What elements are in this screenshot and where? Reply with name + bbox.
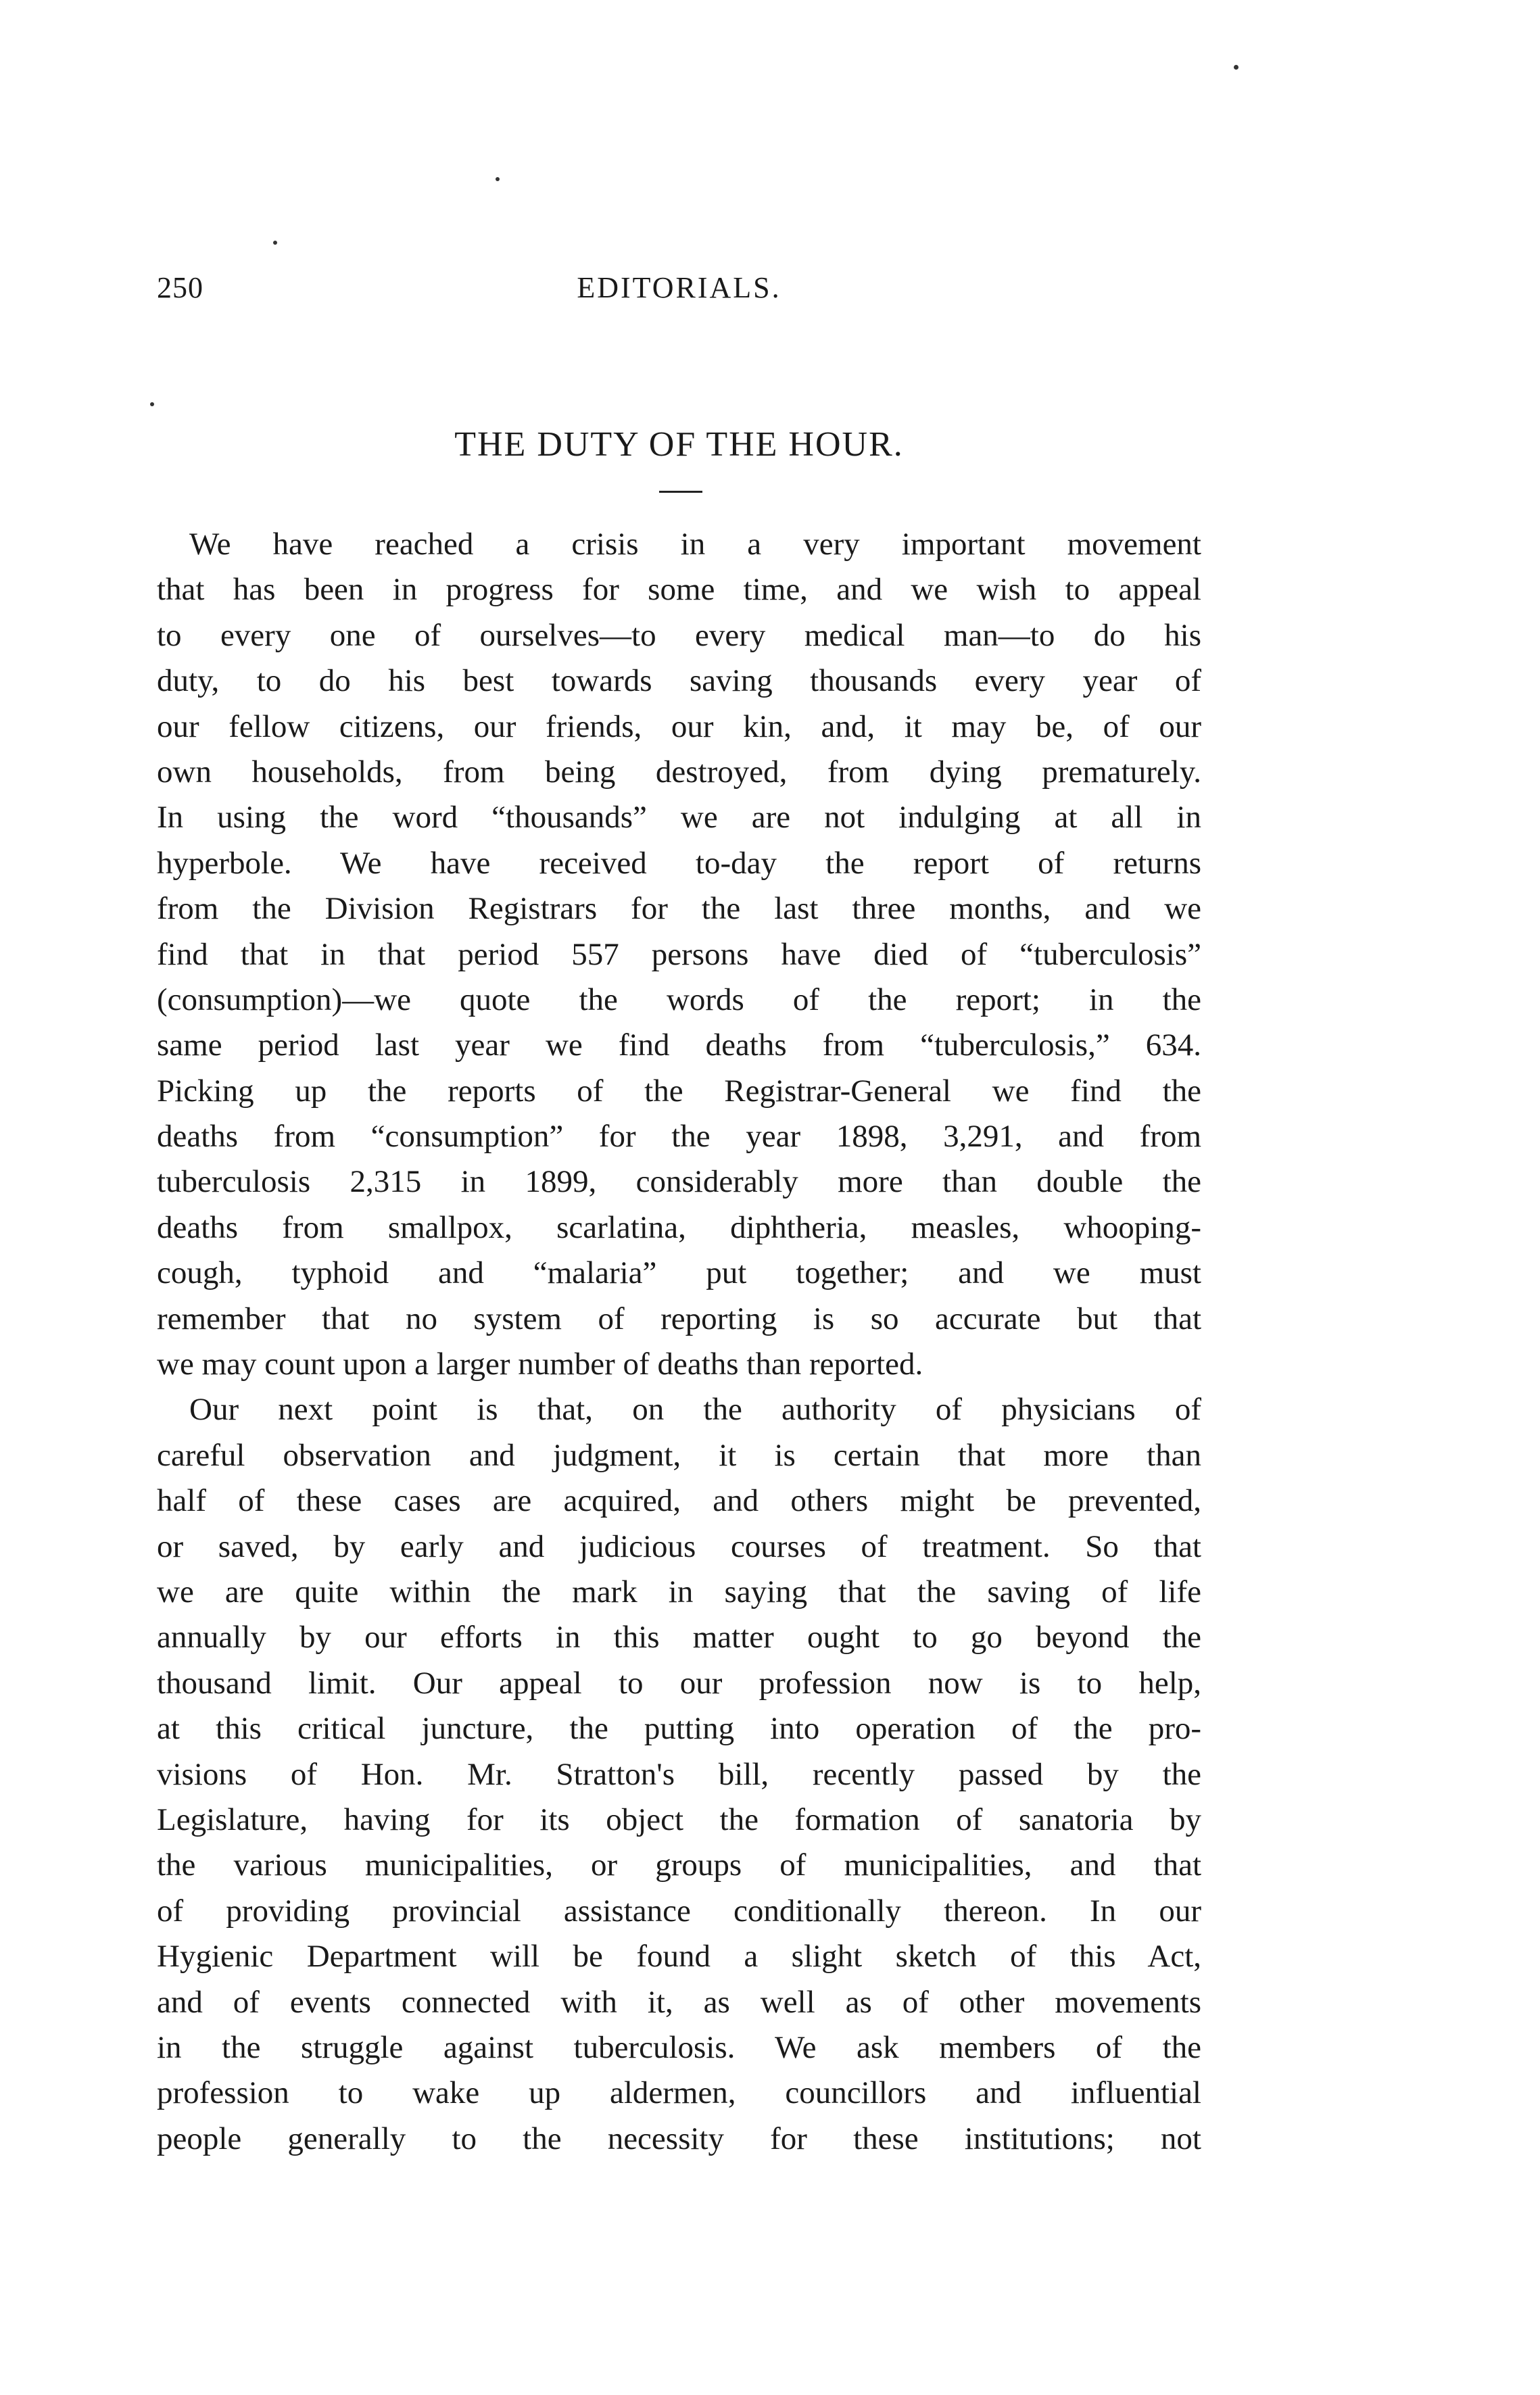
text-line: Picking up the reports of the Registrar-General we find the	[157, 1073, 1201, 1109]
running-header	[157, 270, 1201, 318]
text-line: tuberculosis 2,315 in 1899, considerably more than double the	[157, 1164, 1201, 1200]
text-line: Our next point is that, on the authority of physicians of	[189, 1392, 1201, 1428]
paragraph-2	[157, 1387, 1201, 2162]
text-line: duty, to do his best towards saving thousands every year of	[157, 663, 1201, 699]
text-line: we are quite within the mark in saying that the saving of life	[157, 1574, 1201, 1610]
ink-speck	[1234, 65, 1238, 70]
article-title: THE DUTY OF THE HOUR.	[454, 425, 904, 464]
text-line: we may count upon a larger number of deaths than reported.	[157, 1347, 923, 1382]
text-line: careful observation and judgment, it is certain that more than	[157, 1437, 1201, 1473]
text-line: same period last year we find deaths from “tuberculosis,” 634.	[157, 1027, 1201, 1063]
ink-speck	[496, 177, 500, 181]
text-line: in the struggle against tuberculosis. We ask members of the	[157, 2029, 1201, 2065]
running-title: EDITORIALS.	[577, 271, 781, 304]
text-line: the various municipalities, or groups of municipalities, and that	[157, 1847, 1201, 1883]
text-line: thousand limit. Our appeal to our profession now is to help,	[157, 1665, 1201, 1701]
text-line: In using the word “thousands” we are not indulging at all in	[157, 800, 1201, 836]
title-rule	[659, 491, 702, 493]
text-line: We have reached a crisis in a very important movement	[189, 527, 1201, 562]
ink-speck	[150, 402, 154, 406]
text-line: remember that no system of reporting is so accurate but that	[157, 1301, 1201, 1336]
paragraph-1	[157, 522, 1201, 1387]
ink-speck	[273, 241, 277, 245]
text-line: cough, typhoid and “malaria” put together; and we must	[157, 1255, 1201, 1291]
text-line: annually by our efforts in this matter ought to go beyond the	[157, 1620, 1201, 1655]
text-line: and of events connected with it, as well as of other movements	[157, 1984, 1201, 2020]
text-line: (consumption)—we quote the words of the report; in the	[157, 982, 1201, 1017]
text-line: our fellow citizens, our friends, our kin, and, it may be, of our	[157, 708, 1201, 744]
text-line: deaths from “consumption” for the year 1898, 3,291, and from	[157, 1119, 1201, 1155]
text-line: of providing provincial assistance conditionally thereon. In our	[157, 1893, 1201, 1929]
article-body	[157, 522, 1201, 2162]
page-number: 250	[157, 271, 203, 304]
text-line: hyperbole. We have received to-day the report of returns	[157, 845, 1201, 881]
text-line: that has been in progress for some time, and we wish to appeal	[157, 572, 1201, 608]
text-line: deaths from smallpox, scarlatina, diphtheria, measles, whooping-	[157, 1209, 1201, 1245]
text-line: profession to wake up aldermen, councillors and influential	[157, 2075, 1201, 2111]
text-line: or saved, by early and judicious courses of treatment. So that	[157, 1528, 1201, 1564]
text-line: people generally to the necessity for these institutions; not	[157, 2121, 1201, 2156]
text-line: Legislature, having for its object the formation of sanatoria by	[157, 1801, 1201, 1837]
text-line: from the Division Registrars for the last three months, and we	[157, 891, 1201, 927]
text-line: to every one of ourselves—to every medical man—to do his	[157, 617, 1201, 653]
text-line: visions of Hon. Mr. Stratton's bill, recently passed by the	[157, 1756, 1201, 1792]
text-line: find that in that period 557 persons have died of “tuberculosis”	[157, 936, 1201, 972]
text-line: own households, from being destroyed, from dying prematurely.	[157, 754, 1201, 790]
text-line: Hygienic Department will be found a slight sketch of this Act,	[157, 1939, 1201, 1975]
text-line: half of these cases are acquired, and others might be prevented,	[157, 1483, 1201, 1519]
text-line: at this critical juncture, the putting into operation of the pro-	[157, 1711, 1201, 1747]
